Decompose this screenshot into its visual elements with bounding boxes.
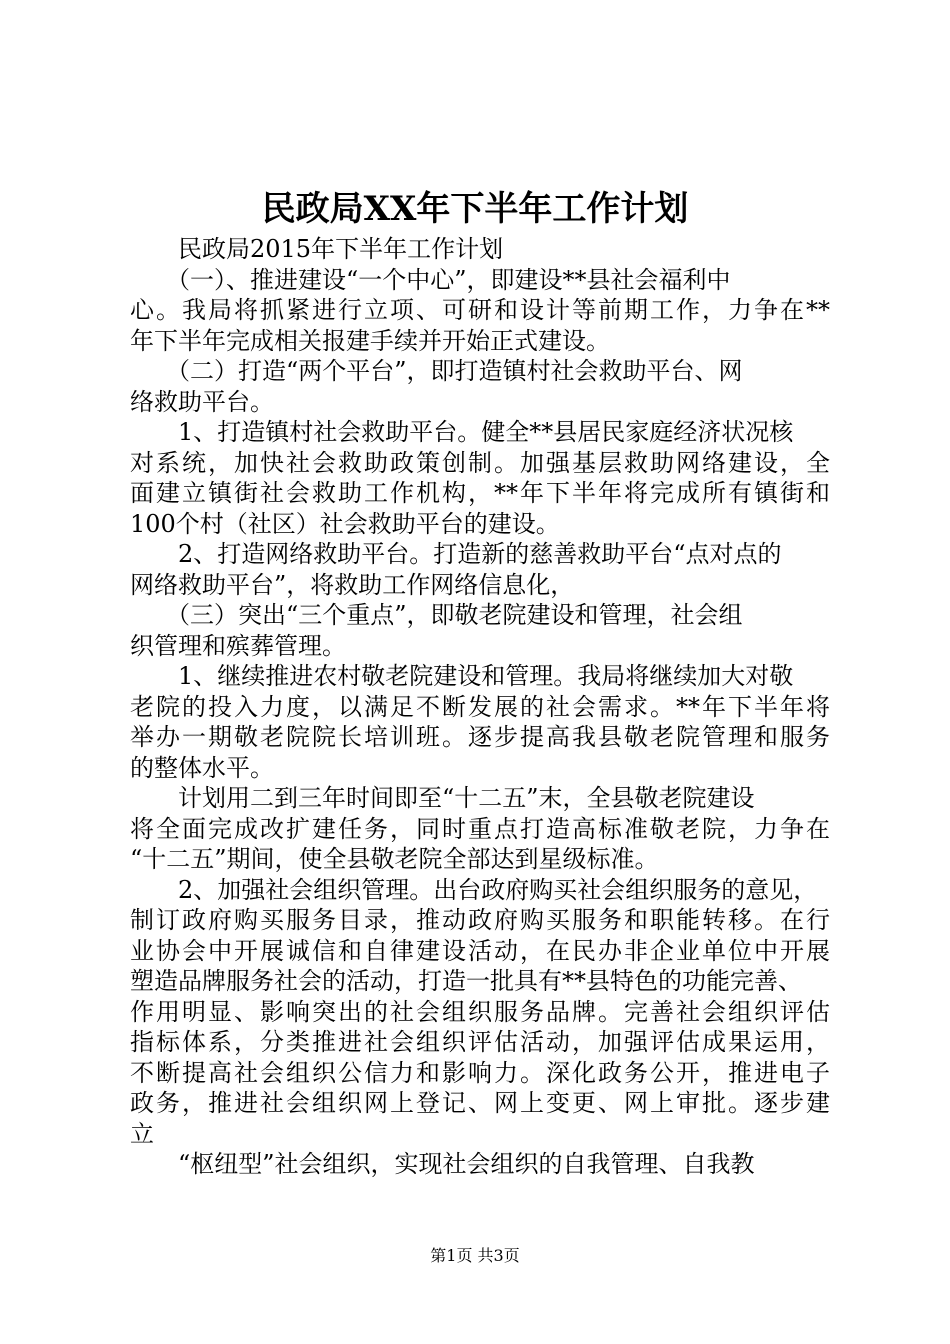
body-line: 老院的投入力度，以满足不断发展的社会需求。**年下半年将	[130, 692, 830, 721]
body-line: “十二五”期间，使全县敬老院全部达到星级标准。	[130, 845, 659, 873]
body-line: 作用明显、影响突出的社会组织服务品牌。完善社会组织评估	[130, 997, 830, 1026]
body-line: 对系统，加快社会救助政策创制。加强基层救助网络建设，全	[130, 448, 830, 477]
body-line: 指标体系，分类推进社会组织评估活动，加强评估成果运用，	[130, 1028, 830, 1056]
body-line: 织管理和殡葬管理。	[130, 631, 346, 660]
body-line: 政务，推进社会组织网上登记、网上变更、网上审批。逐步建	[130, 1089, 830, 1117]
body-line: “枢纽型”社会组织，实现社会组织的自我管理、自我教	[130, 1150, 755, 1178]
body-line: 的整体水平。	[130, 753, 274, 782]
body-line: 1、继续推进农村敬老院建设和管理。我局将继续加大对敬	[130, 662, 794, 690]
body-line: 计划用二到三年时间即至“十二五”末，全县敬老院建设	[130, 784, 755, 812]
body-line: 1、打造镇村社会救助平台。健全**县居民家庭经济状况核	[130, 418, 794, 446]
body-line: 将全面完成改扩建任务，同时重点打造高标准敬老院，力争在	[130, 814, 830, 843]
document-body	[130, 234, 830, 1180]
body-line: 业协会中开展诚信和自律建设活动，在民办非企业单位中开展	[130, 936, 830, 965]
body-line: 络救助平台。	[130, 387, 274, 416]
body-line: 举办一期敬老院院长培训班。逐步提高我县敬老院管理和服务	[130, 723, 830, 751]
page-number-footer: 第1页 共3页	[430, 1246, 520, 1265]
body-line: （三）突出“三个重点”，即敬老院建设和管理，社会组	[130, 601, 743, 629]
body-line: 制订政府购买服务目录，推动政府购买服务和职能转移。在行	[130, 906, 830, 934]
body-line: 2、加强社会组织管理。出台政府购买社会组织服务的意见，	[130, 875, 818, 904]
body-line: 心。我局将抓紧进行立项、可研和设计等前期工作，力争在**	[130, 296, 830, 324]
document-title: 民政局XX年下半年工作计划	[261, 189, 689, 229]
body-line: 立	[130, 1119, 154, 1148]
body-line: （二）打造“两个平台”，即打造镇村社会救助平台、网	[130, 357, 743, 385]
body-line: 塑造品牌服务社会的活动，打造一批具有**县特色的功能完善、	[130, 967, 802, 995]
body-line: 民政局2015年下半年工作计划	[130, 235, 504, 263]
body-line: （一）、推进建设“一个中心”，即建设**县社会福利中	[130, 265, 731, 294]
body-line: 年下半年完成相关报建手续并开始正式建设。	[130, 326, 610, 355]
body-line: 2、打造网络救助平台。打造新的慈善救助平台“点对点的	[130, 540, 782, 568]
body-line: 网络救助平台”，将救助工作网络信息化，	[130, 570, 575, 599]
body-line: 不断提高社会组织公信力和影响力。深化政务公开，推进电子	[130, 1058, 830, 1087]
body-line: 面建立镇街社会救助工作机构，**年下半年将完成所有镇街和	[130, 479, 830, 507]
body-line: 100个村（社区）社会救助平台的建设。	[130, 509, 560, 538]
